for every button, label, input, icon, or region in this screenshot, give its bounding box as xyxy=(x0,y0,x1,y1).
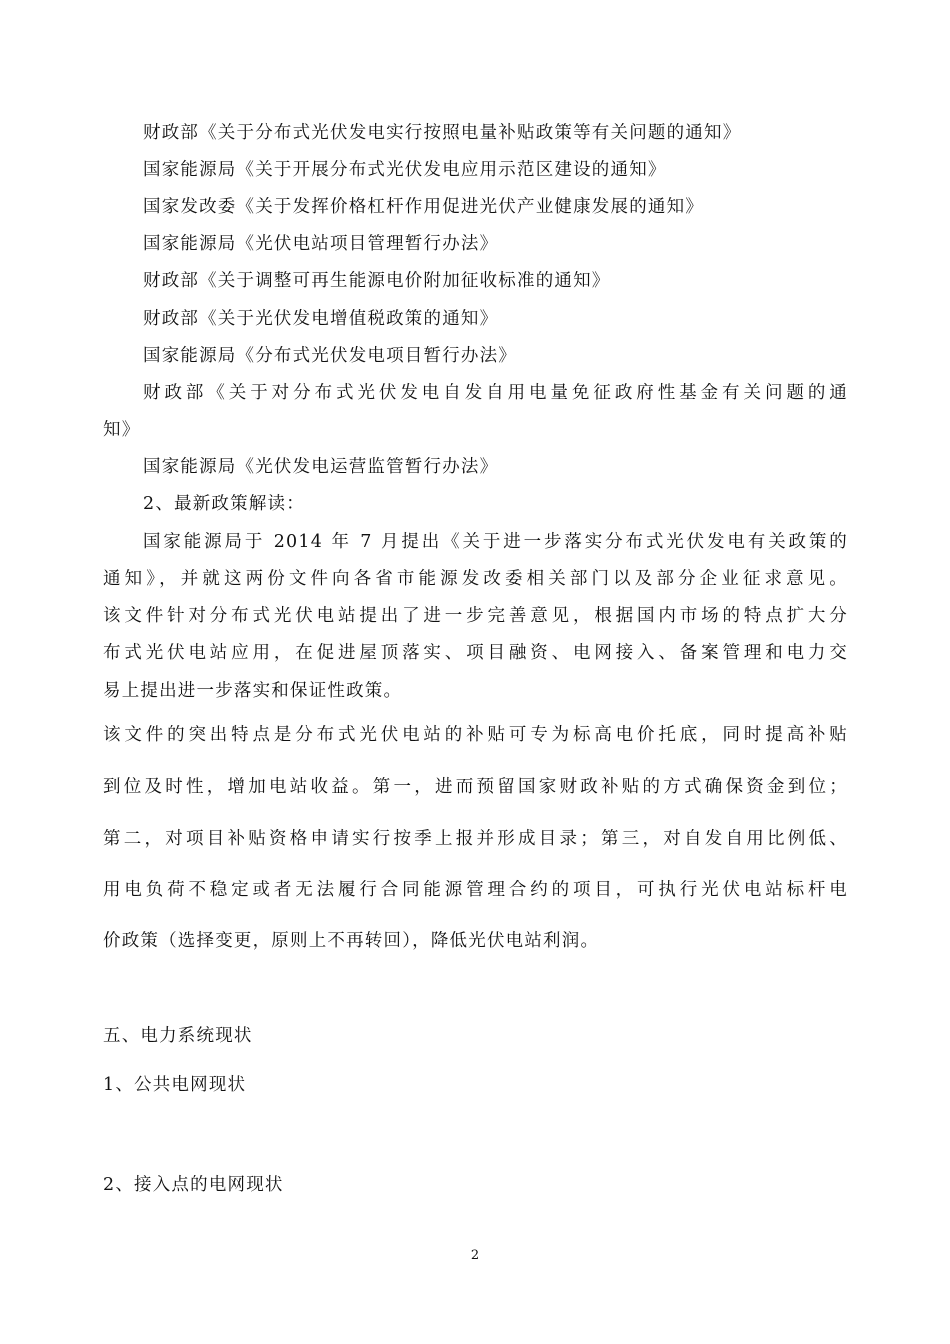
section-heading: 2、最新政策解读： xyxy=(143,494,305,514)
paragraph-line: 该文件的突出特点是分布式光伏电站的补贴可专为标高电价托底，同时提高补贴 xyxy=(103,725,848,745)
paragraph-line: 布式光伏电站应用，在促进屋顶落实、项目融资、电网接入、备案管理和电力交 xyxy=(103,643,848,663)
paragraph-line: 易上提出进一步落实和保证性政策。 xyxy=(103,681,403,701)
paragraph-line: 第二，对项目补贴资格申请实行按季上报并形成目录；第三，对自发自用比例低、 xyxy=(103,829,848,849)
paragraph-line: 到位及时性，增加电站收益。第一，进而预留国家财政补贴的方式确保资金到位； xyxy=(103,777,848,797)
policy-item-continuation: 知》 xyxy=(103,420,141,440)
policy-item: 财政部《关于对分布式光伏发电自发自用电量免征政府性基金有关问题的通 xyxy=(143,383,848,403)
paragraph-line: 该文件针对分布式光伏电站提出了进一步完善意见，根据国内市场的特点扩大分 xyxy=(103,606,848,626)
page-number: 2 xyxy=(470,1248,480,1263)
subsection-heading: 1、公共电网现状 xyxy=(103,1075,247,1095)
paragraph-line: 价政策（选择变更，原则上不再转回），降低光伏电站利润。 xyxy=(103,931,600,951)
policy-item: 财政部《关于调整可再生能源电价附加征收标准的通知》 xyxy=(143,271,611,291)
paragraph-line: 国家能源局于 2014 年 7 月提出《关于进一步落实分布式光伏发电有关政策的 xyxy=(143,532,848,552)
policy-item: 国家能源局《分布式光伏发电项目暂行办法》 xyxy=(143,346,517,366)
paragraph-line: 通知》，并就这两份文件向各省市能源发改委相关部门以及部分企业征求意见。 xyxy=(103,569,848,589)
section-heading: 五、电力系统现状 xyxy=(103,1026,253,1046)
policy-item: 国家发改委《关于发挥价格杠杆作用促进光伏产业健康发展的通知》 xyxy=(143,197,704,217)
subsection-heading: 2、接入点的电网现状 xyxy=(103,1175,284,1195)
paragraph-line: 用电负荷不稳定或者无法履行合同能源管理合约的项目，可执行光伏电站标杆电 xyxy=(103,880,848,900)
policy-item: 国家能源局《光伏电站项目管理暂行办法》 xyxy=(143,234,499,254)
policy-item: 财政部《关于分布式光伏发电实行按照电量补贴政策等有关问题的通知》 xyxy=(143,123,742,143)
policy-item: 国家能源局《关于开展分布式光伏发电应用示范区建设的通知》 xyxy=(143,160,667,180)
policy-item: 财政部《关于光伏发电增值税政策的通知》 xyxy=(143,309,499,329)
policy-item: 国家能源局《光伏发电运营监管暂行办法》 xyxy=(143,457,499,477)
